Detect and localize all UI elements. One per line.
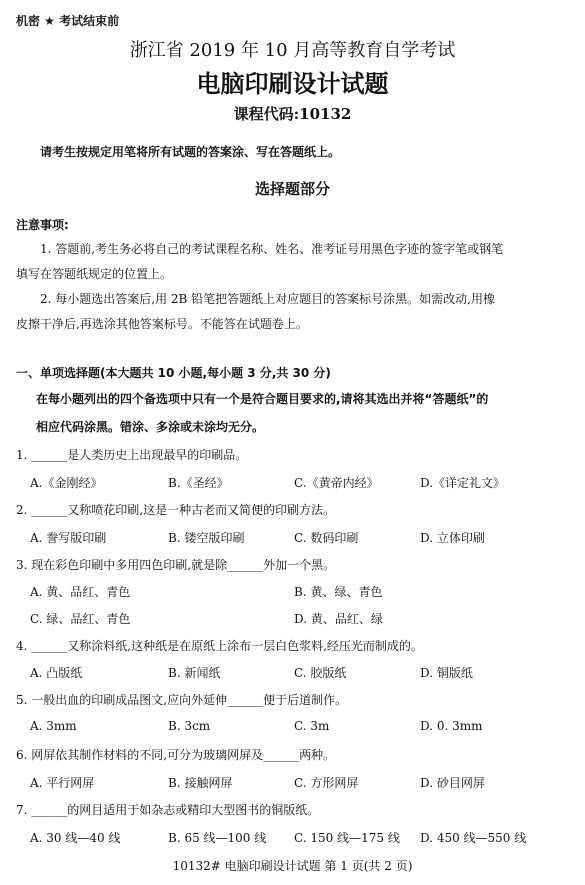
option-d: D. 黄、品红、绿 — [294, 612, 383, 626]
option-d: D. 砂目网屏 — [420, 776, 485, 790]
option-a: A.《金刚经》 — [30, 476, 103, 490]
question-stem: 6. 网屏依其制作材料的不同,可分为玻璃网屏及______两种。 — [16, 748, 336, 762]
option-d: D. 450 线—550 线 — [420, 831, 527, 845]
option-a: A. 3mm — [30, 719, 77, 733]
option-b: B. 新闻纸 — [168, 666, 221, 680]
option-b: B. 接触网屏 — [168, 776, 233, 790]
option-d: D. 铜版纸 — [420, 666, 473, 680]
confidential-mark: 机密 ★ 考试结束前 — [16, 14, 120, 28]
option-c: C.《黄帝内经》 — [294, 476, 379, 490]
option-a: A. 黄、品红、青色 — [30, 585, 131, 599]
option-b: B. 镂空版印刷 — [168, 531, 245, 545]
option-a: A. 誊写版印刷 — [30, 531, 107, 545]
section-1-title: 一、单项选择题(本大题共 10 小题,每小题 3 分,共 30 分) — [16, 366, 331, 380]
option-c: C. 3m — [294, 719, 330, 733]
question-stem: 4. ______又称涂料纸,这种纸是在原纸上涂布一层白色浆料,经压光而制成的。 — [16, 639, 423, 653]
option-c: C. 数码印刷 — [294, 531, 359, 545]
note-1-line-2: 填写在答题纸规定的位置上。 — [16, 267, 173, 281]
question-stem: 2. ______又称喷花印刷,这是一种古老而又简便的印刷方法。 — [16, 503, 336, 517]
option-d: D. 0. 3mm — [420, 719, 483, 733]
question-stem: 3. 现在彩色印刷中多用四色印刷,就是除______外加一个黑。 — [16, 558, 336, 572]
question-stem: 7. ______的网目适用于如杂志或精印大型图书的铜版纸。 — [16, 803, 320, 817]
paper-title: 电脑印刷设计试题 — [196, 70, 389, 98]
option-b: B. 3cm — [168, 719, 211, 733]
section-1-desc-1: 在每小题列出的四个备选项中只有一个是符合题目要求的,请将其选出并将“答题纸”的 — [36, 392, 489, 406]
note-1-line-1: 1. 答题前,考生务必将自己的考试课程名称、姓名、准考证号用黑色字迹的签字笔或钢笔 — [40, 242, 504, 256]
note-2-line-1: 2. 每小题选出答案后,用 2B 铅笔把答题纸上对应题目的答案标号涂黑。如需改动,用橡 — [40, 292, 495, 306]
note-2-line-2: 皮擦干净后,再选涂其他答案标号。不能答在试题卷上。 — [16, 317, 308, 331]
option-c: C. 方形网屏 — [294, 776, 359, 790]
page-footer: 10132# 电脑印刷设计试题 第 1 页(共 2 页) — [172, 859, 413, 873]
option-a: A. 30 线—40 线 — [30, 831, 121, 845]
option-d: D.《详定礼文》 — [420, 476, 506, 490]
course-code: 课程代码:10132 — [233, 105, 352, 123]
option-c: C. 绿、品红、青色 — [30, 612, 131, 626]
option-c: C. 150 线—175 线 — [294, 831, 400, 845]
option-b: B.《圣经》 — [168, 476, 229, 490]
option-c: C. 胶版纸 — [294, 666, 347, 680]
option-b: B. 65 线—100 线 — [168, 831, 267, 845]
notes-heading: 注意事项: — [16, 218, 69, 232]
option-a: A. 凸版纸 — [30, 666, 83, 680]
question-stem: 5. 一般出血的印刷成品图文,应向外延伸______便于后道制作。 — [16, 693, 348, 707]
option-d: D. 立体印刷 — [420, 531, 485, 545]
option-b: B. 黄、绿、青色 — [294, 585, 383, 599]
section-1-desc-2: 相应代码涂黑。错涂、多涂或未涂均无分。 — [36, 420, 265, 434]
question-stem: 1. ______是人类历史上出现最早的印刷品。 — [16, 448, 248, 462]
part-title: 选择题部分 — [254, 180, 330, 198]
option-a: A. 平行网屏 — [30, 776, 95, 790]
answer-instruction: 请考生按规定用笔将所有试题的答案涂、写在答题纸上。 — [40, 145, 341, 159]
exam-title: 浙江省 2019 年 10 月高等教育自学考试 — [129, 40, 456, 61]
